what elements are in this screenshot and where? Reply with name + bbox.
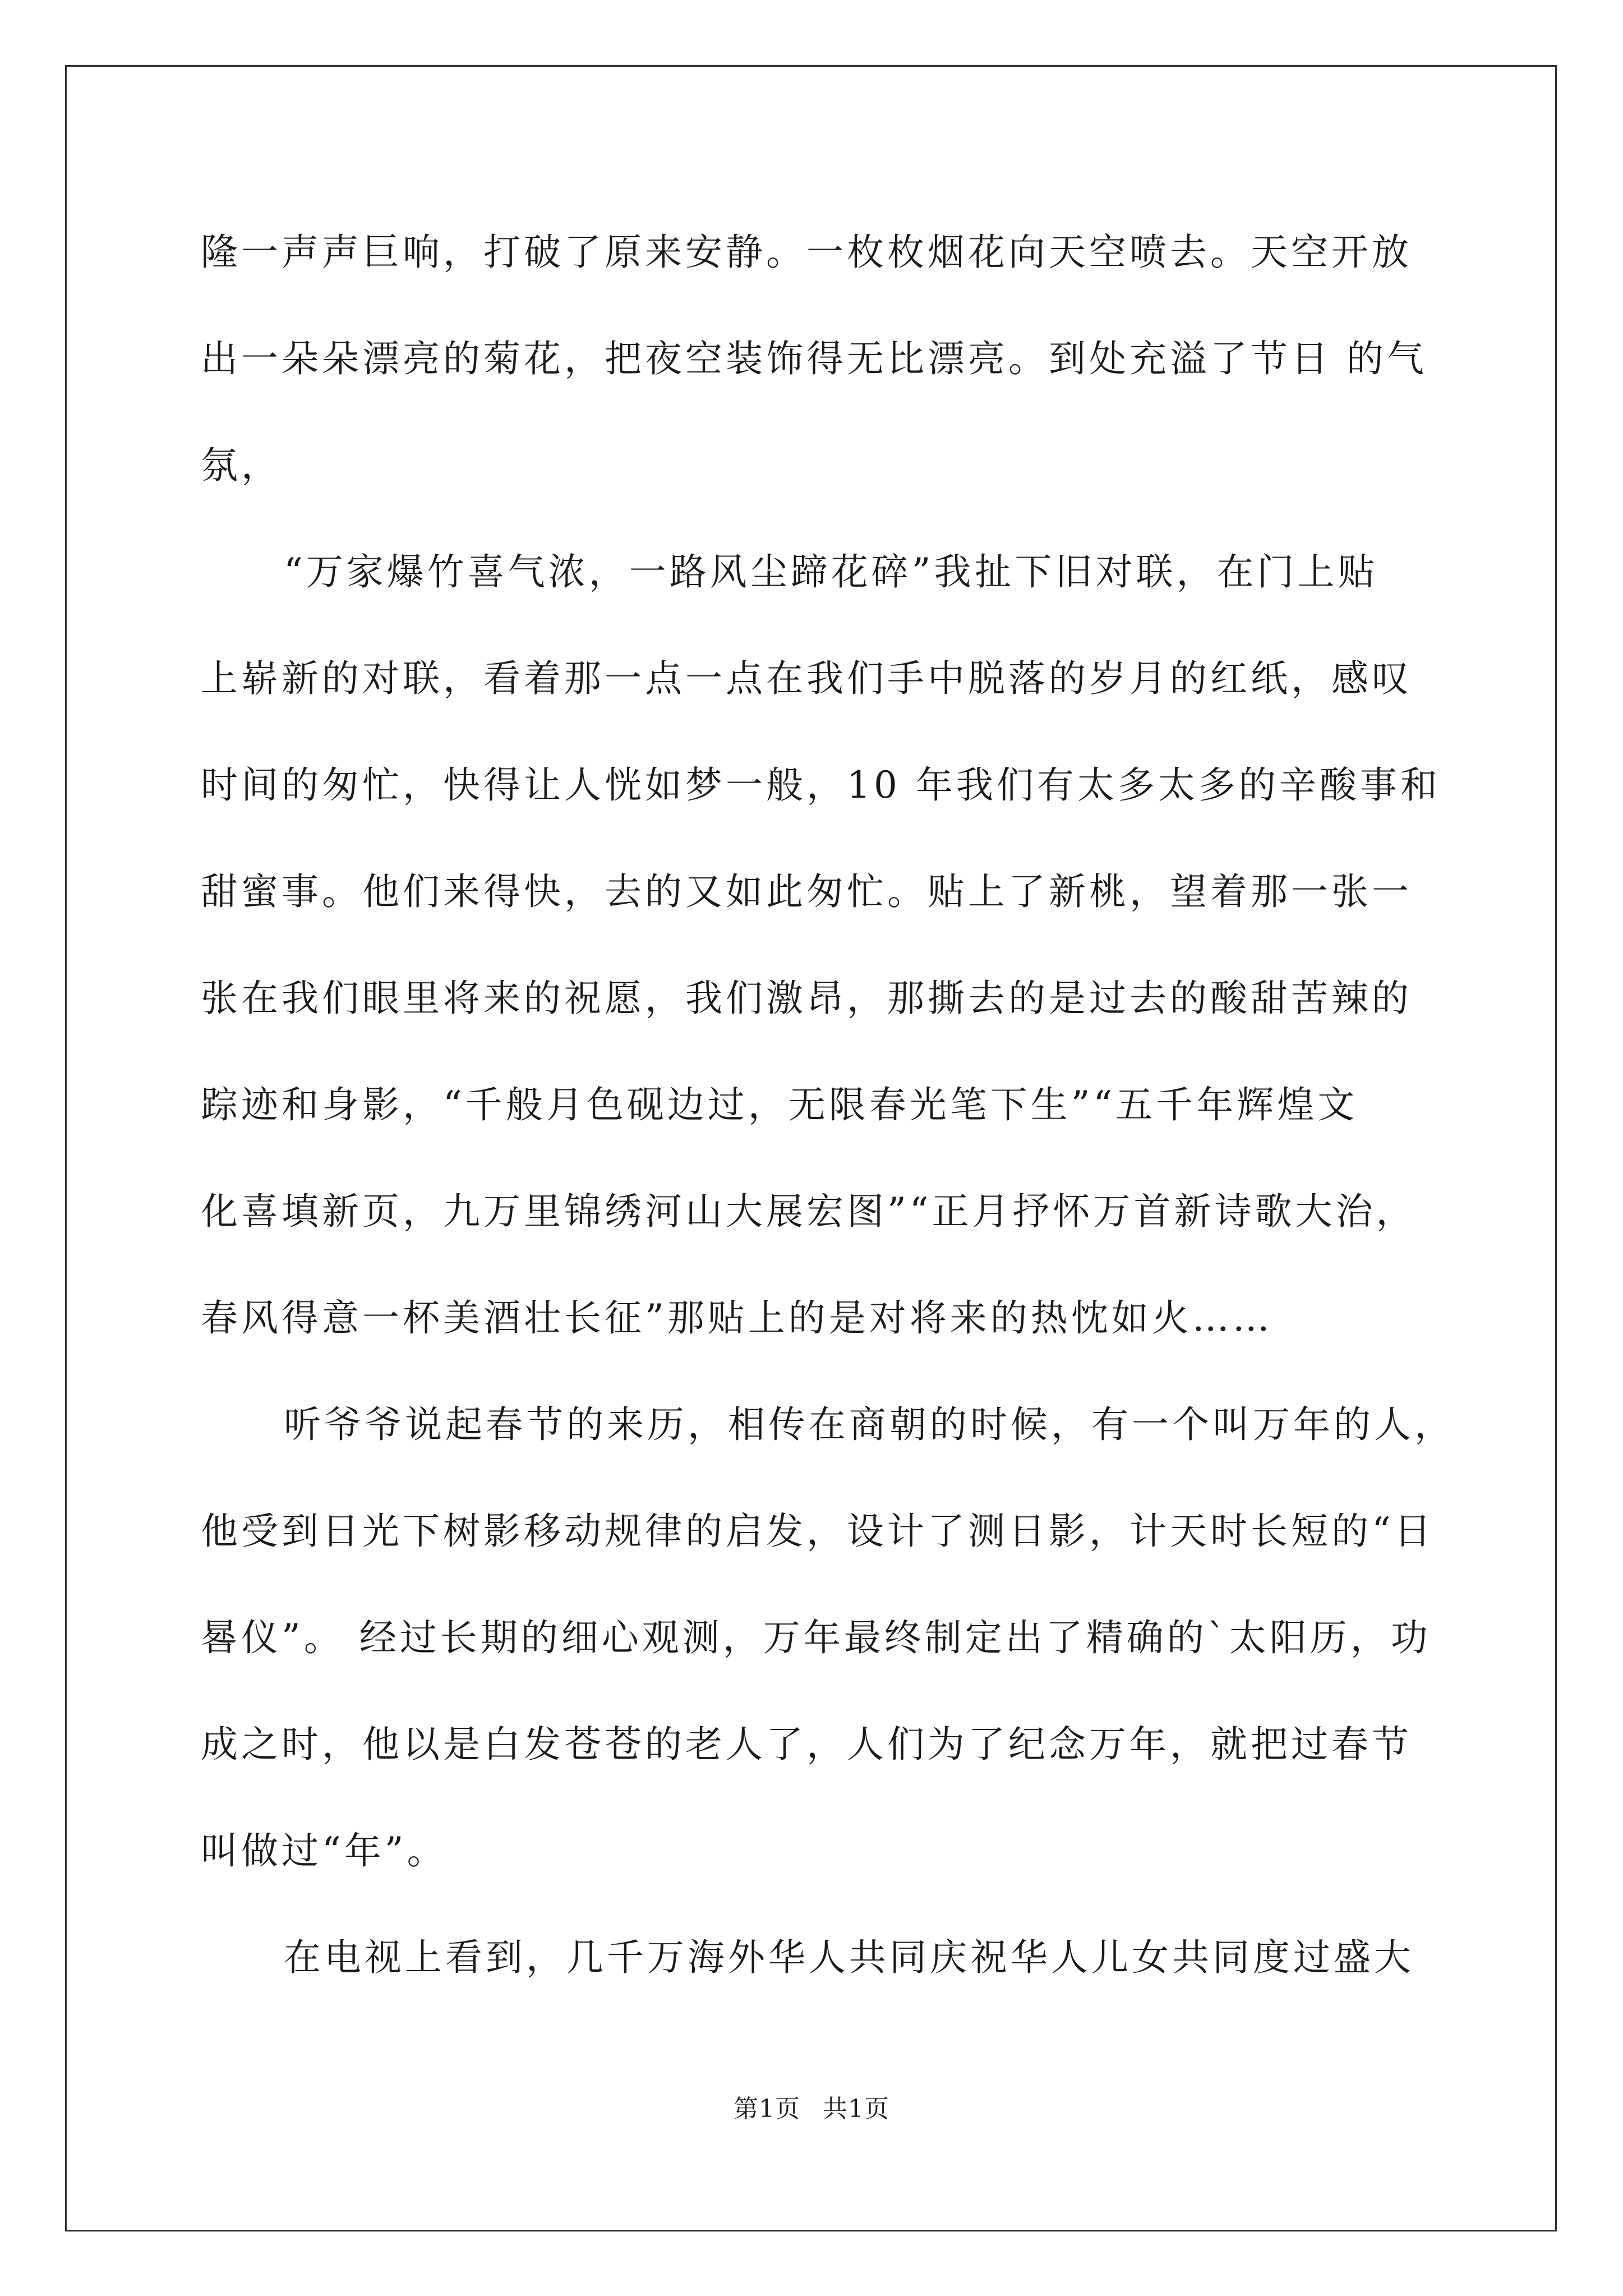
text-line: 叫做过“年”。	[201, 1829, 448, 1872]
text-line: 在电视上看到，几千万海外华人共同庆祝华人儿女共同度过盛大	[284, 1936, 1414, 1979]
text-line: 甜蜜事。他们来得快，去的又如此匆忙。贴上了新桃，望着那一张一	[201, 870, 1412, 913]
page-number-total: 共1页	[823, 2095, 889, 2123]
text-line: 上崭新的对联，看着那一点一点在我们手中脱落的岁月的红纸，感叹	[201, 657, 1412, 700]
text-line: 张在我们眼里将来的祝愿，我们激昂，那撕去的是过去的酸甜苦辣的	[201, 977, 1412, 1020]
text-line: 春风得意一杯美酒壮长征”那贴上的是对将来的热忱如火……	[201, 1296, 1273, 1340]
document-body	[201, 210, 1455, 2022]
page-number-current: 第1页	[734, 2095, 800, 2123]
text-line: 氛，	[201, 444, 282, 487]
text-line: 听爷爷说起春节的来历，相传在商朝的时候，有一个叫万年的人，	[284, 1403, 1455, 1446]
text-line: 踪迹和身影，“千般月色砚边过，无限春光笔下生”“五千年辉煌文	[201, 1083, 1358, 1126]
text-line: 隆一声声巨响，打破了原来安静。一枚枚烟花向天空喷去。天空开放	[201, 231, 1412, 274]
text-line: “万家爆竹喜气浓，一路风尘蹄花碎”我扯下旧对联，在门上贴	[284, 550, 1378, 593]
text-line: 时间的匆忙，快得让人恍如梦一般，10 年我们有太多太多的辛酸事和	[201, 763, 1441, 807]
text-line: 他受到日光下树影移动规律的启发，设计了测日影，计天时长短的“日	[201, 1510, 1435, 1553]
text-line: 出一朵朵漂亮的菊花，把夜空装饰得无比漂亮。到处充溢了节日 的气	[201, 337, 1427, 380]
text-line: 化喜填新页，九万里锦绣河山大展宏图”“正月抒怀万首新诗歌大治，	[201, 1190, 1417, 1233]
page-footer	[0, 2092, 1623, 2126]
text-line: 晷仪”。 经过长期的细心观测，万年最终制定出了精确的`太阳历，功	[201, 1616, 1431, 1659]
text-line: 成之时，他以是白发苍苍的老人了，人们为了纪念万年，就把过春节	[201, 1723, 1412, 1766]
